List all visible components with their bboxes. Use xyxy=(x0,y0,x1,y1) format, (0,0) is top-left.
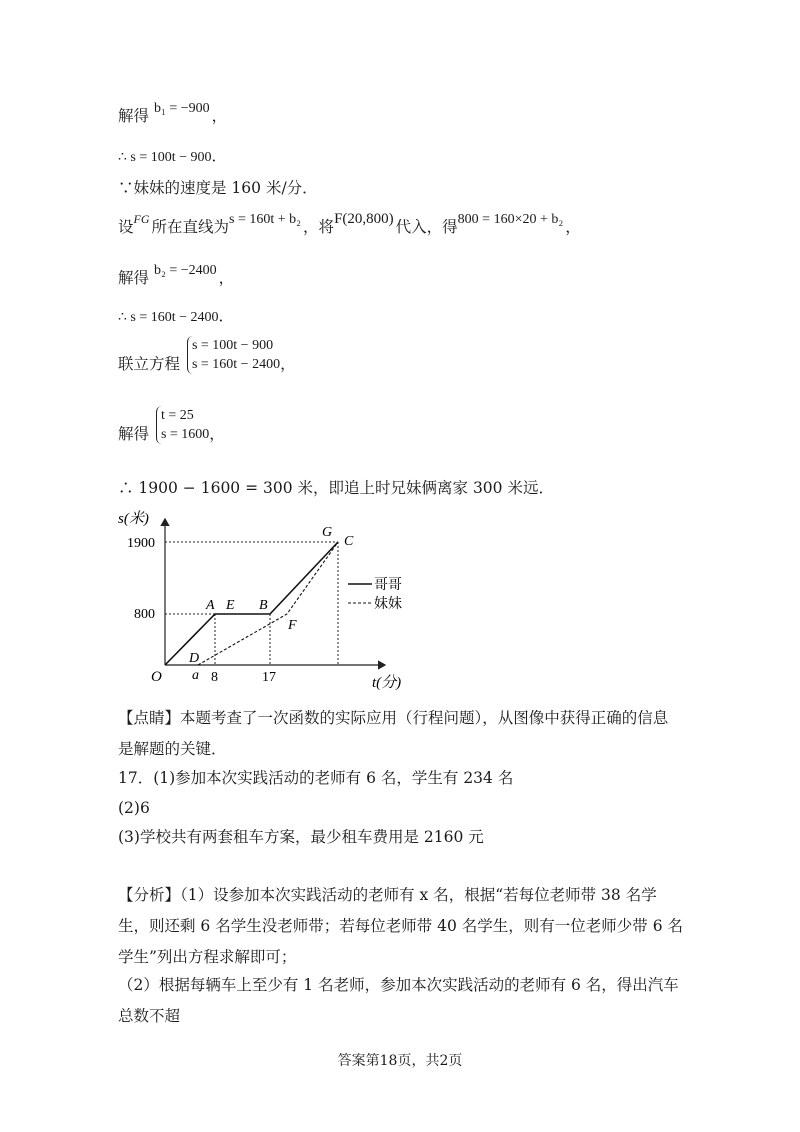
origin-label: O xyxy=(151,669,162,685)
line-brother-equation: ∴ s = 100t − 900． xyxy=(118,147,228,165)
x-tick-8: 8 xyxy=(211,670,218,685)
answer-17-part1: 17．(1)参加本次实践活动的老师有 6 名，学生有 234 名 xyxy=(118,769,514,787)
x-axis-label: t(分) xyxy=(372,675,402,691)
point-label-C: C xyxy=(344,534,354,549)
y-tick-1900: 1900 xyxy=(127,536,155,551)
equation-system-1: 联立方程 s = 100t − 900 s = 160t − 2400 ， xyxy=(118,338,296,373)
analysis-paragraph-2: （2）根据每辆车上至少有 1 名老师，参加本次实践活动的老师有 6 名，得出汽车总数不超 xyxy=(118,976,679,1025)
y-tick-800: 800 xyxy=(134,607,155,622)
series-brother-line xyxy=(165,542,338,665)
series-sister-line xyxy=(198,542,338,665)
solve-b2-line: 解得 b₂ = −2400 ， xyxy=(118,263,235,287)
legend-brother-label: 哥哥 xyxy=(374,578,402,593)
solve-b1-line: 解得 b₁ = −900 ， xyxy=(118,101,228,125)
conclusion-line: ∴ 1900 − 1600 = 300 米，即追上时兄妹俩离家 300 米远． xyxy=(118,479,554,497)
point-label-B: B xyxy=(259,598,268,613)
point-label-D: D xyxy=(189,651,200,666)
page-footer: 答案第18页，共2页 xyxy=(337,1053,463,1069)
x-tick-a: a xyxy=(192,668,199,683)
equation-b1: b₁ = −900 xyxy=(153,101,210,116)
system-brace: s = 100t − 900 s = 160t − 2400 xyxy=(187,336,280,374)
line-sister-equation: ∴ s = 160t − 2400． xyxy=(118,307,235,325)
equation-system-2: 解得 t = 25 s = 1600 ， xyxy=(118,408,225,443)
system-brace: t = 25 s = 1600 xyxy=(156,406,209,444)
sister-speed-line: ∵妹妹的速度是 160 米/分． xyxy=(118,179,318,197)
legend-sister-label: 妹妹 xyxy=(374,597,402,612)
distance-time-graph xyxy=(110,505,450,695)
x-tick-17: 17 xyxy=(262,670,276,685)
point-label-E: E xyxy=(226,598,235,613)
analysis-paragraph: 【分析】（1）设参加本次实践活动的老师有 x 名，根据“若每位老师带 38 名学生，则还剩 6 名学生没老师带；若每位老师带 40 名学生，则有一位老师少带 6 名学生”列出方程求解即可； xyxy=(118,886,684,966)
tip-paragraph: 【点睛】本题考查了一次函数的实际应用（行程问题），从图像中获得正确的信息是解题的关键． xyxy=(118,709,669,758)
answer-17-part2: (2)6 xyxy=(118,799,150,817)
point-label-F: F xyxy=(288,618,297,633)
point-label-A: A xyxy=(206,598,215,613)
answer-17-part3: (3)学校共有两套租车方案，最少租车费用是 2160 元 xyxy=(118,828,484,846)
fg-line-setup: 设$^{FG}$ 所在直线为s = 160t + b₂ ，将F(20,800) 代入，得800 = 160×20 + b₂ ， xyxy=(118,211,581,236)
point-label-G: G xyxy=(322,525,333,540)
y-axis-label: s(米) xyxy=(118,511,149,527)
